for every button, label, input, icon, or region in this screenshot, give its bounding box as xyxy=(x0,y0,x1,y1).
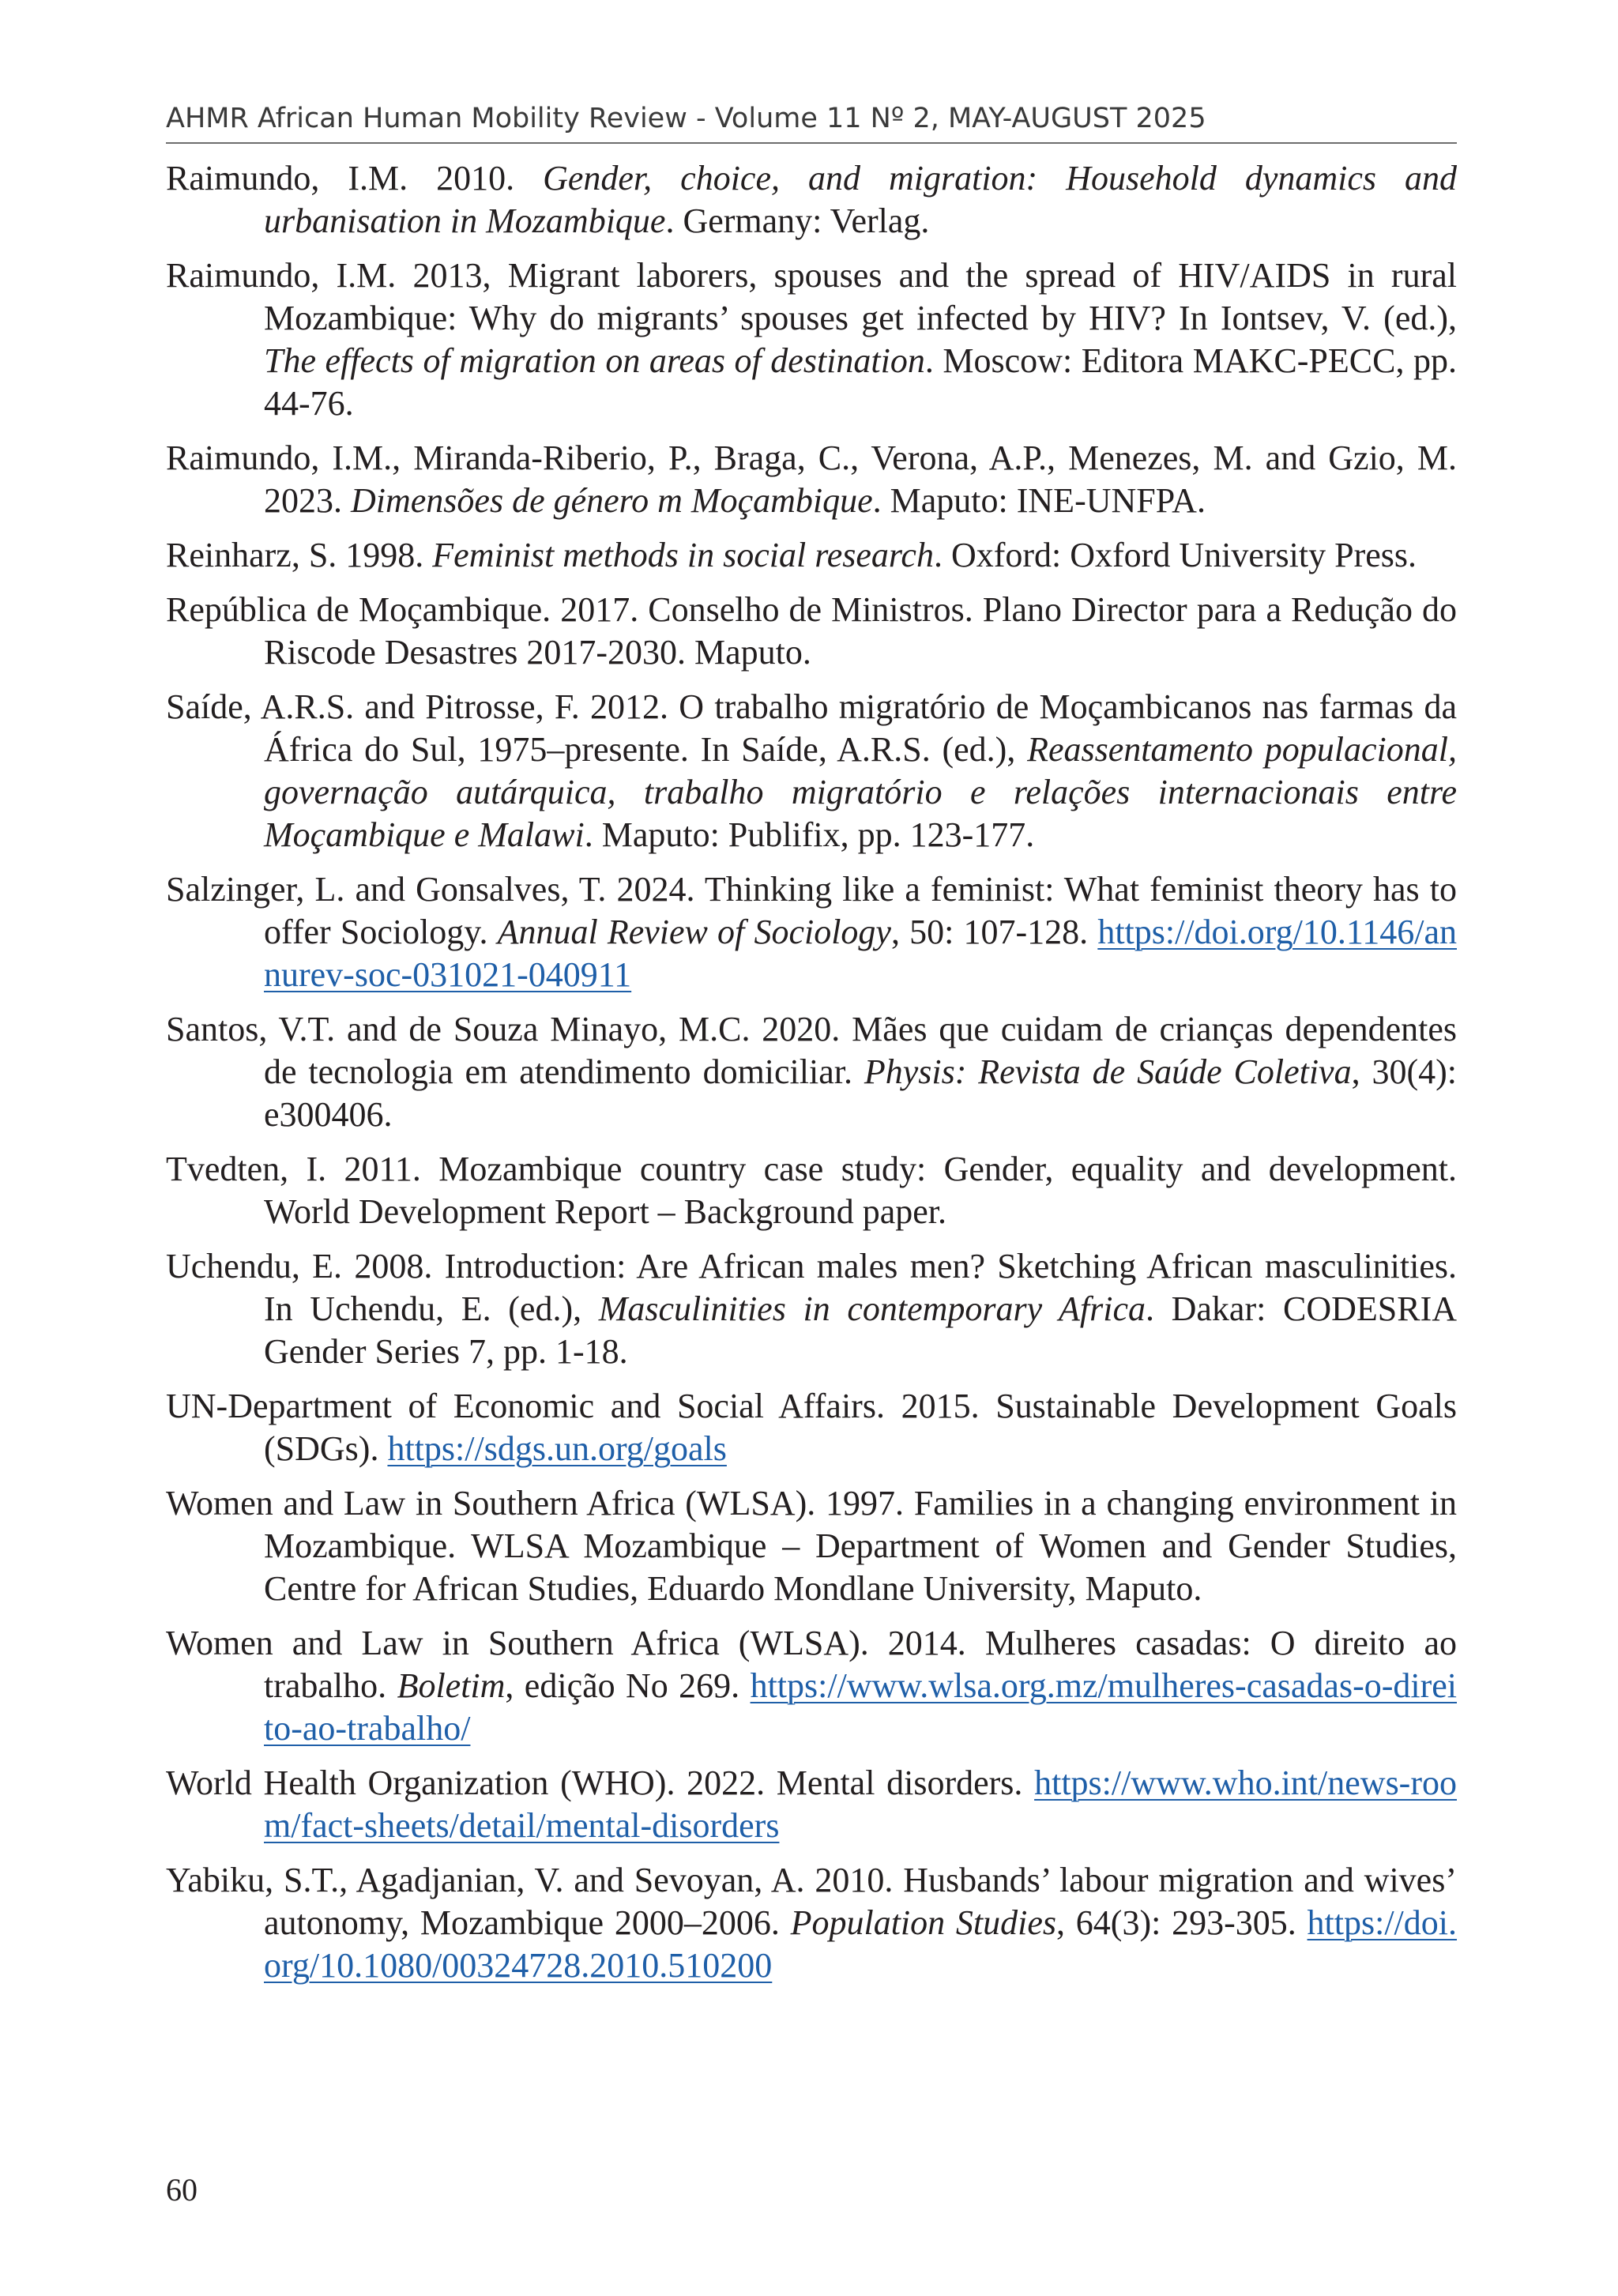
reference-title: Physis: Revista de Saúde Coletiva xyxy=(864,1052,1352,1091)
reference-text: Saíde, A.R.S. and Pitrosse, F. 2012. O trabalho migratório de Moçambicanos nas farmas da África do Sul, 1975–presente. In Saíde, A.R.S. (ed.), xyxy=(166,687,1457,769)
reference-text: , edição No 269. xyxy=(505,1666,751,1705)
reference-title: Boletim xyxy=(397,1666,506,1705)
reference-text: Women and Law in Southern Africa (WLSA). 2014. Mulheres casadas: O direito ao trabalho. xyxy=(166,1624,1457,1705)
reference-text: . Dakar: CODESRIA Gender Series 7, pp. 1-18. xyxy=(264,1289,1457,1371)
reference-salzinger-2024 xyxy=(166,868,1457,996)
reference-wlsa-1997 xyxy=(166,1482,1457,1610)
reference-text: World Health Organization (WHO). 2022. Mental disorders. xyxy=(166,1763,1035,1802)
reference-title: Feminist methods in social research xyxy=(432,536,934,574)
reference-text: Uchendu, E. 2008. Introduction: Are African males men? Sketching African masculinities. In Uchendu, E. (ed.), xyxy=(166,1247,1457,1328)
reference-link[interactable]: https://doi.org/10.1080/00324728.2010.510200 xyxy=(264,1903,1458,1985)
reference-saide-2012 xyxy=(166,686,1457,856)
page-number: 60 xyxy=(166,2172,198,2208)
reference-list xyxy=(166,157,1457,1999)
reference-text: , 30(4): e300406. xyxy=(264,1052,1457,1134)
reference-wlsa-2014 xyxy=(166,1622,1457,1750)
reference-link[interactable]: https://doi.org/10.1146/annurev-soc-031021-040911 xyxy=(264,913,1457,994)
reference-text: . Oxford: Oxford University Press. xyxy=(933,536,1417,574)
reference-title: Population Studies xyxy=(790,1903,1057,1942)
reference-raimundo-2013 xyxy=(166,254,1457,425)
reference-text: , 64(3): 293-305. xyxy=(1056,1903,1308,1942)
header-rule xyxy=(166,142,1457,144)
reference-text: . Maputo: INE-UNFPA. xyxy=(872,481,1206,520)
reference-text: Santos, V.T. and de Souza Minayo, M.C. 2020. Mães que cuidam de crianças dependentes de tecnologia em atendimento domiciliar. xyxy=(166,1010,1457,1091)
running-header: AHMR African Human Mobility Review - Volume 11 Nº 2, MAY-AUGUST 2025 xyxy=(166,103,1206,134)
reference-text: , 50: 107-128. xyxy=(890,913,1098,951)
reference-raimundo-2023 xyxy=(166,437,1457,522)
reference-yabiku-2010 xyxy=(166,1859,1457,1987)
reference-un-desa-2015 xyxy=(166,1385,1457,1470)
reference-text: Yabiku, S.T., Agadjanian, V. and Sevoyan, A. 2010. Husbands’ labour migration and wives’ autonomy, Mozambique 2000–2006. xyxy=(166,1861,1457,1942)
reference-text: Tvedten, I. 2011. Mozambique country case study: Gender, equality and development. World Development Report – Background paper. xyxy=(166,1150,1457,1231)
reference-text: República de Moçambique. 2017. Conselho de Ministros. Plano Director para a Redução do Riscode Desastres 2017-2030. Maputo. xyxy=(166,590,1457,672)
reference-link[interactable]: https://sdgs.un.org/goals xyxy=(387,1429,727,1468)
reference-uchendu-2008 xyxy=(166,1245,1457,1373)
reference-text: Raimundo, I.M., Miranda-Riberio, P., Braga, C., Verona, A.P., Menezes, M. and Gzio, M. 2023. xyxy=(166,438,1457,520)
reference-title: Masculinities in contemporary Africa xyxy=(598,1289,1146,1328)
reference-text: UN-Department of Economic and Social Affairs. 2015. Sustainable Development Goals (SDGs). xyxy=(166,1387,1457,1468)
reference-title: The effects of migration on areas of destination xyxy=(264,341,925,380)
reference-text: Raimundo, I.M. 2010. xyxy=(166,159,544,198)
reference-title: Dimensões de género m Moçambique xyxy=(351,481,873,520)
reference-santos-2020 xyxy=(166,1008,1457,1136)
reference-who-2022 xyxy=(166,1762,1457,1847)
reference-text: Reinharz, S. 1998. xyxy=(166,536,433,574)
reference-link[interactable]: https://www.wlsa.org.mz/mulheres-casadas-o-direito-ao-trabalho/ xyxy=(264,1666,1457,1748)
reference-raimundo-2010 xyxy=(166,157,1457,243)
reference-title: Annual Review of Sociology xyxy=(497,913,891,951)
reference-republica-2017 xyxy=(166,589,1457,674)
reference-text: Raimundo, I.M. 2013, Migrant laborers, spouses and the spread of HIV/AIDS in rural Mozambique: Why do migrants’ spouses get infected by HIV? In Iontsev, V. (ed.), xyxy=(166,256,1457,337)
reference-reinharz-1998 xyxy=(166,534,1457,577)
reference-text: . Germany: Verlag. xyxy=(665,201,930,240)
reference-text: . Moscow: Editora MAKC-PECC, pp. 44-76. xyxy=(264,341,1458,423)
reference-tvedten-2011 xyxy=(166,1148,1457,1233)
reference-title: Gender, choice, and migration: Household dynamics and urbanisation in Mozambique xyxy=(264,159,1458,240)
reference-text: Women and Law in Southern Africa (WLSA). 1997. Families in a changing environment in Mozambique. WLSA Mozambique – Department of Women and Gender Studies, Centre for African Studies, Eduardo Mondlane University, Maputo. xyxy=(166,1484,1457,1608)
reference-text: . Maputo: Publifix, pp. 123-177. xyxy=(584,815,1035,854)
reference-text: Salzinger, L. and Gonsalves, T. 2024. Thinking like a feminist: What feminist theory has to offer Sociology. xyxy=(166,870,1457,951)
reference-title: Reassentamento populacional, governação autárquica, trabalho migratório e relações internacionais entre Moçambique e Malawi xyxy=(264,730,1458,854)
reference-link[interactable]: https://www.who.int/news-room/fact-sheets/detail/mental-disorders xyxy=(264,1763,1457,1845)
